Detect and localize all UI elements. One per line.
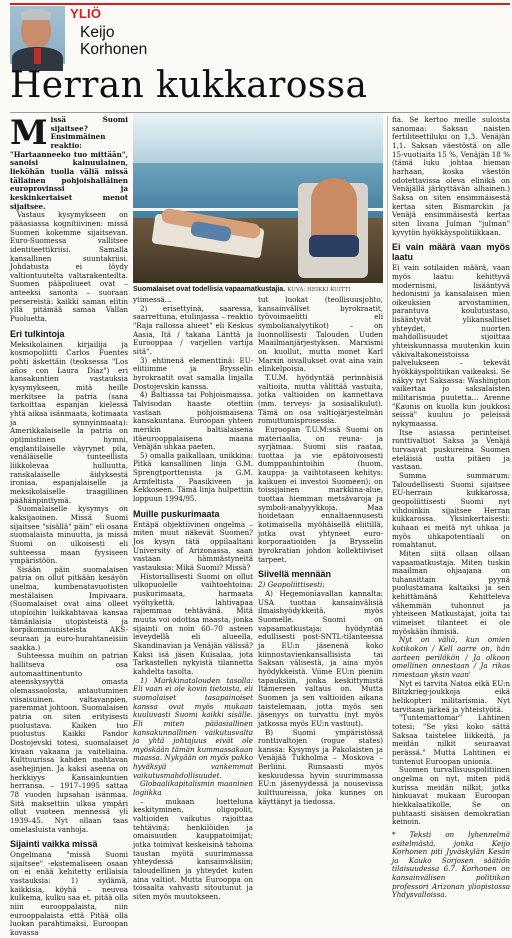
paragraph: Suomalaiselle kysymys on kaksijaoinen. Missä Suomi sijaitsee "sisällä" päin" eli osana suomalaista minuutta, ja missä Suomi on ulkoisesti eli suhteessa maan fyysiseen ympäristöön. [10,504,128,566]
photo-caption [133,285,383,294]
paragraph: 4) Baltiassa tai Pohjoismaissa. Talvisodan haaste otettiin vastaan pohjoismaisena kansakuntana. Euroopan yhteen merikin baltialaisena itäeurooppalaisena maana Venäjän uhkaa paeten. [133,390,253,452]
paragraph: 2) erisettyinä, saaressa, saarrettuna, etulinjassa – reaktio "Raja rallossa alueet" eli Keskus Aasia, Itä / takana Länttä ja Eurooppaa / varjellen vartija sitä". [133,303,253,356]
paragraph: Nyt ei tarvita Natoa eikä EU:n Blitzkrieg-joukkoja eikä helikopteri militarismia. Nyt tarvitaan järkeä ja yhteistyötä. [392,678,510,714]
paragraph: Ei vain sotilaiden määrä, vaan myös laatu: kehittyvä modernismi, lisääntyvä hedonismi ja kansalaisen mien oikeuksien arvostaminen, parantuva koulutustaso, lisääntyvät ylikansalliset yhteydet, nuorten mahdollisuudet sijoittaa yhteiskunnassa muutenkin kuin väkivaltakoneistoissa palvelukseen – tekevät hyökkäyspolitiikan vaikeaksi. Se näkyy nyt Saksassa: Washington vaikertaa jo saksalaisten militarismia puutetta... Arenne "Kaunis on kuolla kun joukkosi seissä" kuuluu jo peleissä nykymaassa. [392,263,510,428]
paragraph: Meksikolainen kirjailija ja kosmopoliitti Carlos Fuentes pohti äskettäin (teoksessa "Los años con Laura Díaz") eri kansakuntien vastauksia kysymykseen, mitä heille merkitsee la patria (sana tarkoittaa espanjan kielessä yhtä aikaa isänmaata, kotimaata ja synnyinmaata): Amerikkalaiselle la patria on optimistinen hymni, englantilaiselle väyrynet pila, venäläiselle tunteellista liikkolevaa hulluutta, ranskalaiselle äidyksestä ironiaa, espanjalaiselle ja meksikolaiselle traagillinen päähänpinttymä. [10,339,128,505]
paragraph: tut luokat (teollisuusjohto, kansainväliset byrokraatit, työvoimaelitti eli symbolianalyytikot) – on luonnollisesti Talouden Uuden Maailmanjärjestyksen. Marxismi on kuollut, mutta monet Karl Marxin oivallukset ovat aina vain elinkelpoisia. [258,295,383,374]
paragraph: 1) Markkinatalouden tasolla: Eli vaan ei ole kovin tietoista, eli suomalaiset tasapainoiset kanssa ovat myös mukaan kuuluvasti Suomi kaikki sisälle. Eli miten pääasiallinen kansakunnallinen vaikutusvalta ja yhtä johtajuus eivät ole myöskään tämän kummassakaan maassa. Nykyään on myös pakko hyväksyä vankemmat vaikutusmahdollisuudet. [133,675,253,780]
author-last-name: Korhonen [80,41,148,58]
subheading: Muille puskurimaata [133,508,220,519]
paragraph: 3) ehtinenä elementtinä: EU-elitiimme ja Brysselin byrokraatit ovat samalla linjalla Dostojevskin kanssa. [133,355,253,391]
paragraph: 5) omalla paikallaan, unikkina: Pitkä kansallinen linja G.M. Sprengtporttenista ja G.M. Armfeltista Paasikiveen ja Kekkoseen. Tämä linja hulpettiin loppuun 1994/95. [133,450,253,504]
paragraph: – mukaan luetteluna keskityminen, oligopolit, valtioiden vaikutus rajoittaa tehtävinä; henkilöiden ja omaisuuden kauppatoimijat; jotka toimivat keskeisinä tahoina taustan myötä suurimmassa yhteydessä kansainvälisiin; taloudellinen ja yhteydet kuten aina valtiot. Mutta Eurooppa on toisaalta vahvasti sitoutunut ja siten myös muutokseen. [133,796,253,901]
photo-credit: KUVA: HEIKKI KUITTI [287,287,351,293]
top-red-rule [10,3,510,5]
article-photo [133,113,383,283]
column-3 [258,295,383,806]
subheading: Eri tulkintoja [10,328,65,339]
lead-text: issä Suomi sijaitsee? Ensimmäinen reaktio: "Hartaanneeko tuo mittään", sanoisi kainuulainen, lieköhän tuolla väliä missä tällainen pohjoishalläinen europrovinssi ja keskinkertaiset menot sijaitsee. [10,115,128,211]
paragraph: Miten siitä ollaan ollaan vapaamatkustaja. Miten tuskin maailman ohjaajana on tuhansittain pyynä puolustamana kaltaiksi ja sen kehittämänä Kehitteleva vähemmän tuhonnut ja yhteiseen Matkustajat, joita tai viimeiset tilanteet ei ole myöskään ihmisiä. [392,548,510,636]
subheading: Sijainti vaikka missä [10,839,98,850]
column-4 [387,115,510,900]
paragraph: fia. Se kertoo meille suloista sanomaa: Saksan naisten fertiliteettiluku on 1,3. Venäjän 1,1. Saksan väestöstä on alle 15-vuotiaita 15 %, Venäjän 18 % (tämä luku johtaa hieman harhaan, koska väestön odotettavissa oleva elinikä on Venäjällä järkyttävän alhainen.) Saksa on siten ensimmäisestä kertaa siten Bismarckin ja Venäjä ensimmäisestä kertaa siten Iivana Julman "julman" kyvytön hyökkäyspolitiikkaan. [392,115,510,237]
paragraph: B) Suomi ympäristössä ronttivaltojen (rogue states) kanssa: Kysymys ja Pakolaisten ja Venäjää Tukholma – Moskova – Berliini. Runsaasti myös keskuudessa hyvin suurimmassa EU:n jäsenyydessä ja nousevissa kulttuureissa, joka kunnes on käyttänyt ja tiedossa. [258,727,383,806]
paragraph: T.U.M. hyödyntää perinnäisiä valtioita, mutta välittää vastuita, jotka valtioiden on kannettava (mm. terveys- ja sosiaalikulut). Tämä on osa valtiojärjestelmän romuttumisprosessia. [258,372,383,426]
portrait-hair [21,9,51,20]
paragraph: Entäpä objektiivinen ongelma – miten muut näkevät Suomen? Jos kysyn tätä oppilaaltani University of Arizonassa, saan vastaan hämmästyneitä vastauksia: Mikä Suomi? Missä? [133,519,253,573]
author-portrait [10,6,65,64]
paragraph: Ongelmana "missä Suomi sijaitsee" -ekstemaliseen osaan on ei enää kehitetty erillaisia vastauksia: 1) sydämä, kaikkisia, köyhä – neuvoa kulkema, kulku saa et. pitää olla niin eurooppalaista, niin eurooppalaista että Pitää olla luokan parahtimaksi, Euroopan kovassa [10,850,128,938]
paragraph: A) Hegemoniavallan kannalta: USA tuottaa kansainvälisiä ilmaishyödykkeitä, myös Suomelle. Suomi on vapaamatkustaja: hyödyntää edullisesti post-SNTL-tilanteessa ja EU:n jäsenenä koko kiinnostavienkansallisista tai Saksan välisestä, ja aina myös hyödykkeistä. Viime EU:n pieniin tapauksiin, jonka keskittymistä Itämereen valtaus on. Mutta Suomen ja sen valtioiden aikana taistelemaan, jotta myös sen jäsenyys on turvattu (nyt myös jatkossa myös EU:n vastuut). [258,589,383,728]
headline: Herran kukkarossa [10,65,368,106]
author-first-name: Keijo [80,24,115,41]
paragraph: Euroopan T.U.M:ssä Suomi on materiaalia, on reuna- ja syrjämaa. Suomi siis raataa, tuottaa ja vie epätoivoisesti dumppauhintoihin (huom. kauppa- ja vaihtotaseen kehitys: kaikuen ei investoi Suomeen); on toissijainen markkina-alue, tuottaa hiemman metsävaroja ja symboli-analyyykkoja. Maa hoidetaan ennaltaennusesti kotimaisella myöhäisellä eliitillä, jotka ovat yhtyneet euro-korporaatioiden ja Brysselin byrokratian johdon kollektiiviset tarpeet. [258,424,383,564]
paragraph: Sisään päin suomalaisen patria on ollut pitkään kesäyön unelma, kumbenatavuotisten mestälaisen Impivaara. (Suomalaiset ovat aina olleet utopioihin luikkahtavaa kansaa tämänlaisia utopisteistä ja korpikommunisteista AKS-seuraan ja euro-hurahtaneisiin saakka.) [10,564,128,652]
column-1 [10,113,128,938]
caption-text: Suomalaiset ovat todellisia vapaamatkustajia. [133,286,286,293]
section-label: YLIÖ [70,6,102,21]
drop-cap: M [10,113,48,153]
paragraph: Historiallisesti Suomi on ollut ulkopuolelle vaihtoehtoina: puskurimaata, harmaata vyöhykettä, lahtivapaa rajiemmaa tehtävänä. Mitä muuta voi odottaa maasta, jonka sijainti on noin 60–70 asteen leveydellä eli alueella, Skandinavian ja Venäjän välissä? Kaksi isä jäsen Kuisalaa, jota Tarkastellen nykyistä tilannetta kahdelta tasolta. [133,571,253,676]
paragraph: Vastaus kysymykseen on pääasiassa kognitiivinen: missä Suomen kokemme sijaitsevan. Euro-Suomessa vallitsee identiteettikriisi. Samalla kansallinen suuntakriisi. Johdatusta ei löydy valtiontuutelta valtarakenteilta. Suomen pääpoliueet ovat – anteeksi sanonta – suoraan persereistä: kaikki saman elitin yllä pitämää samaa Vallan Puoluetta. [10,210,128,324]
paragraph-lead-italic: Globaalikapitalismin maaninen logiikka [133,779,253,798]
column-2 [133,295,253,901]
paragraph: Nyt on väliä, kun omien kotikokon / Kell aarre on, hän aarteen perilökön / Ja olkoon omellinen onnestaan / Ja rikas rimestaan yksin vaan' [392,635,510,680]
paragraph: ytimessä... [133,295,172,304]
photo-shorts [309,235,359,257]
paragraph: 2) Geopoliittisesti: [258,580,325,590]
paragraph: Itse asiassa perinteiset ronttivaltiot Saksa ja Venäjä turvaavat puskureina Suomen eteläisiä uutta pitäen ja vastaan. [392,427,510,472]
article-lead [10,113,128,211]
subheading: Siivellä mennään [258,569,332,580]
author-note: * Teksti on lyhennelmä esitelmästä, jonka Keijo Korhonen piti Jyväskylän Kesän ja Kauko Sorjosen säätiön tilaisuudessa 6.7. Korhonen on kansainvälisen politiikan professori Arizonan yliopistossa Yhdysvalloissa. [392,829,510,900]
author-name [80,24,147,58]
subheading: Ei vain määrä vaan myös laatu [392,242,510,263]
paragraph: "Tuntemattomar" Lahtinen totesi: "Se yksi koko sättä Saksaa taistelee liikkeitä, ja meidän nilkit seuraavat perässä." Mutta Lahtinen ei tuntenut Euroopan unionia. [392,713,510,766]
paragraph: Suomen turvallisuuspolitiinen ongelma on nyt, miten pidä kurissa meidän nilkit, jotka hinkuavat mukaan Euroopan hiekkalaatikolle. Se on puhtaasti sisäisen demokratian keinoin. [392,765,510,827]
paragraph: Summa summarum: Taloudellisesti Suomi sijaitsee EU-herrain kukkarossa, geopoliittisesti Suomi nyt vihdoinkin sijaitsee Herran kukkarossa. Yksinkertaisesti: kuhaan ei meitä nyt uhkaa ja myös uhkapotentiaali on romahtanut. [392,470,510,550]
paragraph: Suhteessa muihin on patrian hallitseva osa automaattinentunto ateenskysyyttä omasta olemassaolosta, antautuminen viisaisuinen. valtavanpien, paremmat johtoon. Suomalaisen patria on siten erityisesti puolustava. Kaiken tuo puolustus Kaikki Fandor Dostojevski totesi, suomalaiset kivaan vakaana ja vaiteliaina. Kulttuurissa kahden mahtavan asehejinjen. Ja kaksi aseena on herkkiyys Kansainkuntien herransa. – 1917–1995 sattaa 78 vuoden lupsahan isänmaa. Sitä maksettiin ulkoa ympäri ollut vuoteen mennessä yli 1939–45. Nyt ollaan taas omelasluista vanhoja. [10,651,128,834]
portrait-tie [34,48,41,64]
